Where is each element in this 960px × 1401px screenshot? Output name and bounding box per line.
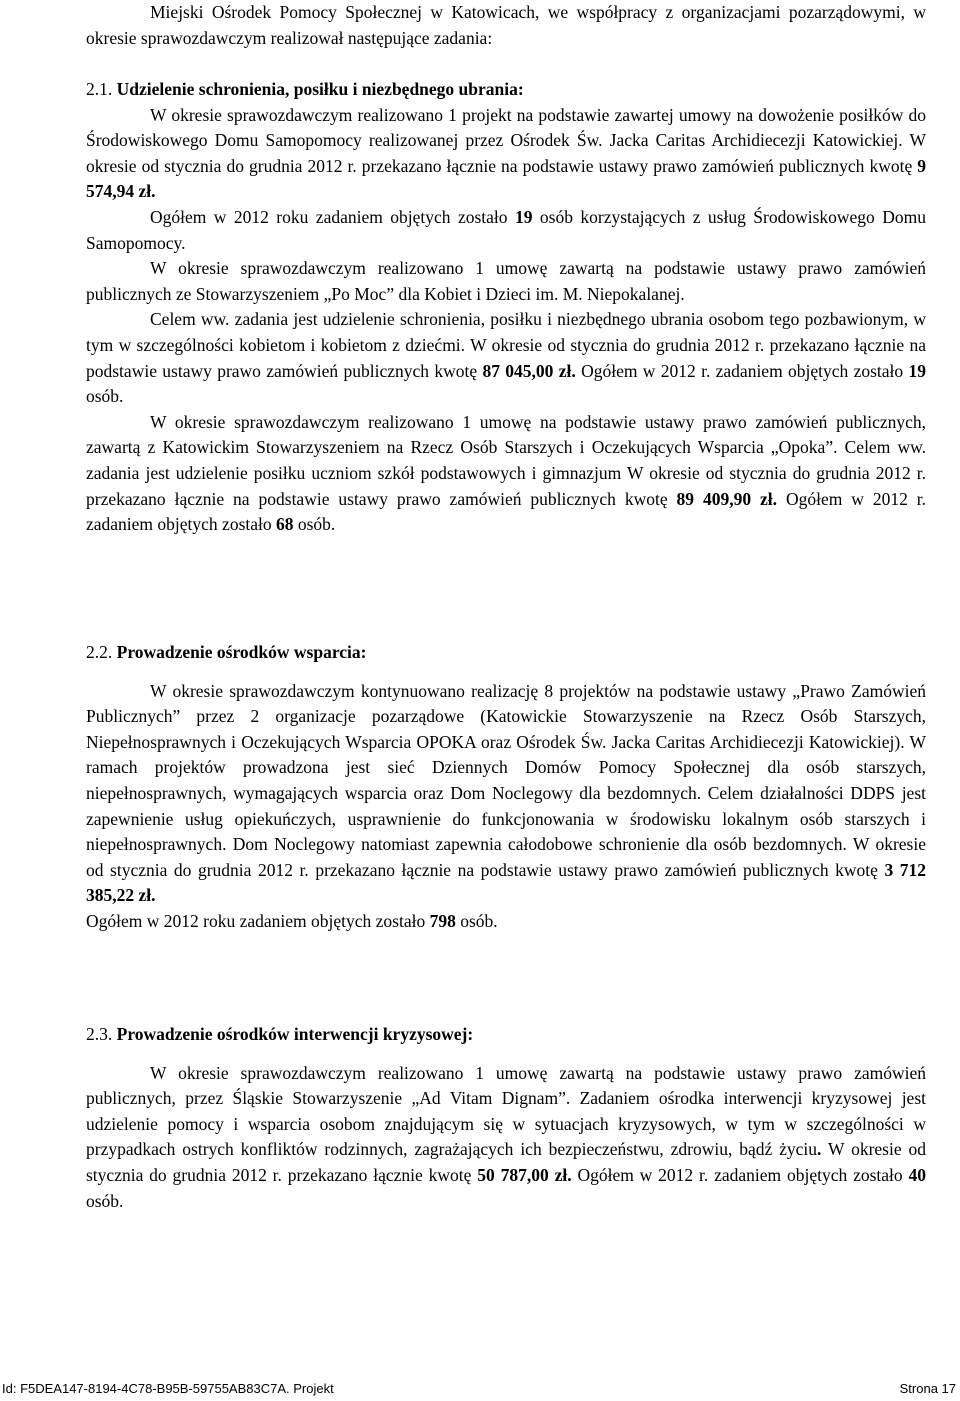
section-2-1 [86, 77, 926, 538]
section-2-2-heading [86, 640, 926, 666]
amount: 3 712 385,22 zł. [86, 859, 927, 906]
intro-paragraph [86, 0, 926, 51]
paragraph [86, 103, 926, 205]
count: 40 [908, 1164, 926, 1185]
section-2-3 [86, 1022, 926, 1214]
text-run: Ogółem w 2012 r. zadaniem objętych zostało [86, 488, 926, 535]
count: 68 [276, 514, 294, 535]
text-run: Ogółem w 2012 roku zadaniem objętych zostało [86, 910, 430, 931]
intro-text: Miejski Ośrodek Pomocy Społecznej w Katowicach, we współpracy z organizacjami pozarządowymi, w okresie sprawozdawczym realizował następujące zadania: [86, 2, 926, 48]
text-run: W okresie od stycznia do grudnia 2012 r. przekazano łącznie kwotę [86, 1139, 926, 1185]
paragraph [86, 1061, 926, 1215]
paragraph [86, 307, 926, 409]
paragraph: W okresie sprawozdawczym realizowano 1 umowę zawartą na podstawie ustawy prawo zamówień publicznych ze Stowarzyszeniem „Po Moc” dla Kobiet i Dzieci im. M. Niepokalanej. [86, 258, 926, 304]
section-title: Prowadzenie ośrodków interwencji kryzysowej: [116, 1024, 474, 1044]
section-number: 2.1. [86, 79, 113, 99]
text-run: . [817, 1139, 822, 1160]
text-run: W okresie sprawozdawczym realizowano 1 projekt na podstawie zawartej umowy na dowożenie posiłków do Środowiskowego Domu Samopomocy realizowanej przez Ośrodek Św. Jacka Caritas Archidiecezji Katowickiej. W okresie od stycznia do grudnia 2012 r. przekazano łącznie na podstawie ustawy prawo zamówień publicznych kwotę [86, 104, 926, 176]
text-run: osób. [293, 514, 336, 535]
section-title: Udzielenie schronienia, posiłku i niezbędnego ubrania: [116, 79, 524, 99]
text-run: Ogółem w 2012 r. zadaniem objętych zostało [575, 360, 909, 381]
amount: 50 787,00 zł. [477, 1164, 572, 1185]
section-number: 2.2. [86, 642, 113, 662]
section-number: 2.3. [86, 1024, 113, 1044]
page-number: Strona 17 [899, 1381, 956, 1396]
paragraph [86, 909, 926, 935]
text-run: osób. [86, 1190, 124, 1211]
paragraph [86, 410, 926, 538]
count: 19 [908, 360, 926, 381]
text-run: W okresie sprawozdawczym realizowano 1 umowę na podstawie ustawy prawo zamówień publicznych, zawartą z Katowickim Stowarzyszeniem na Rzecz Osób Starszych i Oczekujących Wsparcia „Opoka”. Celem ww. zadania jest udzielenie posiłku uczniom szkół podstawowych i gimnazjum W okresie od stycznia do grudnia 2012 r. przekazano łącznie na podstawie ustawy prawo zamówień publicznych kwotę [86, 411, 926, 509]
text-run: W okresie sprawozdawczym realizowano 1 umowę zawartą na podstawie ustawy prawo zamówień publicznych, przez Śląskie Stowarzyszenie „Ad Vitam Dignam”. Zadaniem ośrodka interwencji kryzysowej jest udzielenie pomocy i wsparcia osobom znajdującym się w sytuacjach kryzysowych, w tym w szczególności w przypadkach ostrych konfliktów rodzinnych, zagrażających ich bezpieczeństwu, zdrowiu, bądź życiu [86, 1062, 926, 1160]
section-2-2 [86, 640, 926, 935]
text-run: osób. [455, 910, 498, 931]
text-run: osób korzystających z usług Środowiskowego Domu Samopomocy. [86, 206, 926, 253]
count: 19 [514, 206, 533, 227]
text-run: Ogółem w 2012 roku zadaniem objętych zostało [150, 206, 515, 227]
paragraph [86, 205, 926, 256]
section-2-3-heading [86, 1022, 926, 1048]
text-run: osób. [86, 386, 124, 407]
section-title: Prowadzenie ośrodków wsparcia: [116, 642, 367, 662]
count: 798 [429, 910, 456, 931]
document-id: Id: F5DEA147-8194-4C78-B95B-59755AB83C7A. Projekt [2, 1381, 334, 1396]
paragraph [86, 679, 926, 909]
text-run: Ogółem w 2012 r. zadaniem objętych zostało [571, 1164, 909, 1185]
amount: 9 574,94 zł. [86, 155, 926, 202]
section-2-1-heading [86, 77, 926, 103]
text-run: Celem ww. zadania jest udzielenie schronienia, posiłku i niezbędnego ubrania osobom tego pozbawionym, w tym w szczególności kobietom i kobietom z dziećmi. W okresie od stycznia do grudnia 2012 r. przekazano łącznie na podstawie ustawy prawo zamówień publicznych kwotę [86, 309, 926, 381]
amount: 89 409,90 zł. [676, 488, 778, 509]
page-footer [0, 1381, 958, 1397]
text-run: W okresie sprawozdawczym kontynuowano realizację 8 projektów na podstawie ustawy „Prawo Zamówień Publicznych” przez 2 organizacje pozarządowe (Katowickie Stowarzyszenie na Rzecz Osób Starszych, Niepełnosprawnych i Oczekujących Wsparcia OPOKA oraz Ośrodek Św. Jacka Caritas Archidiecezji Katowickiej). W ramach projektów prowadzona jest sieć Dziennych Domów Pomocy Społecznej dla osób starszych, niepełnosprawnych, wymagających wsparcia oraz Dom Noclegowy dla bezdomnych. Celem działalności DDPS jest zapewnienie usług opiekuńczych, usprawnienie do funkcjonowania w środowisku lokalnym osób starszych i niepełnosprawnych. Dom Noclegowy natomiast zapewnia całodobowe schronienie dla osób bezdomnych. W okresie od stycznia do grudnia 2012 r. przekazano łącznie na podstawie ustawy prawo zamówień publicznych kwotę [86, 680, 926, 880]
amount: 87 045,00 zł. [482, 360, 576, 381]
